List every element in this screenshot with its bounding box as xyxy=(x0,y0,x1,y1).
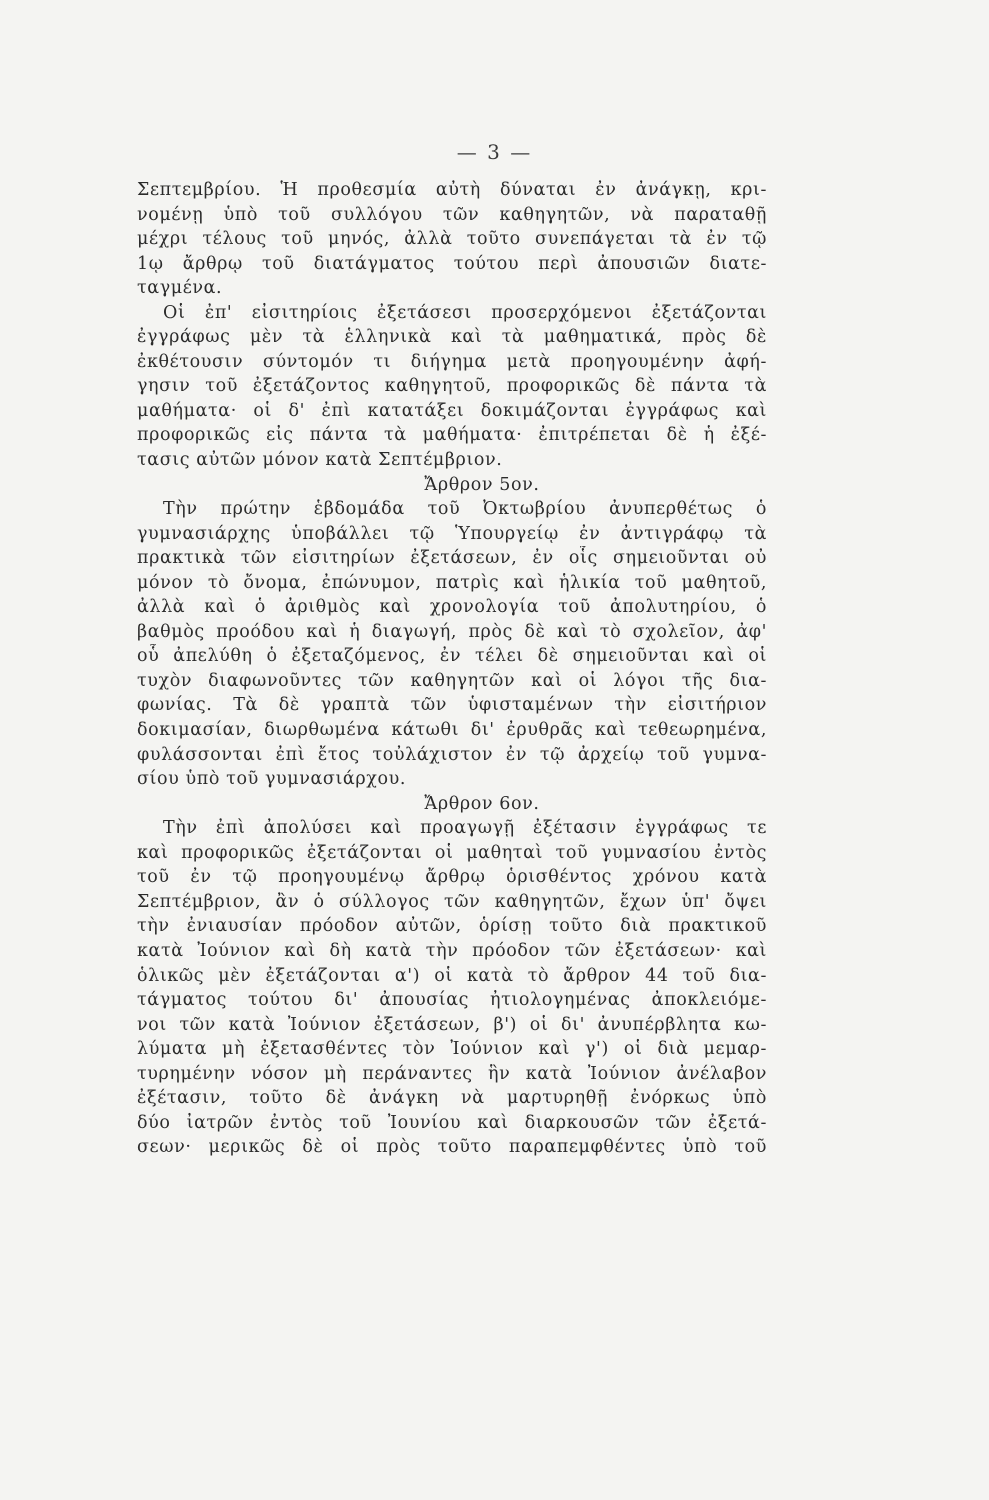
text-line: σίου ὑπὸ τοῦ γυμνασιάρχου. xyxy=(137,769,406,790)
text-line: μαθήματα· οἱ δ' ἐπὶ κατατάξει δοκιμάζονται ἐγγράφως καὶ xyxy=(137,400,767,421)
text-line: νοι τῶν κατὰ Ἰούνιον ἐξετάσεων, β') οἱ δι' ἀνυπέρβλητα κω- xyxy=(137,1014,767,1035)
text-line: φωνίας. Τὰ δὲ γραπτὰ τῶν ὑφισταμένων τὴν εἰσιτήριον xyxy=(137,695,767,716)
body-text xyxy=(137,178,767,1160)
text-line: Σεπτεμβρίου. Ἡ προθεσμία αὐτὴ δύναται ἐν ἀνάγκῃ, κρι- xyxy=(137,180,767,200)
text-line: Σεπτέμβριον, ἂν ὁ σύλλογος τῶν καθηγητῶν, ἔχων ὑπ' ὄψει xyxy=(137,891,767,912)
text-line: Τὴν πρώτην ἑβδομάδα τοῦ Ὀκτωβρίου ἀνυπερθέτως ὁ xyxy=(163,499,767,520)
text-line: πρακτικὰ τῶν εἰσιτηρίων ἐξετάσεων, ἐν οἷς σημειοῦνται οὐ xyxy=(137,548,767,569)
text-line: καὶ προφορικῶς ἐξετάζονται οἱ μαθηταὶ τοῦ γυμνασίου ἐντὸς xyxy=(137,842,767,863)
text-line: σεων· μερικῶς δὲ οἱ πρὸς τοῦτο παραπεμφθέντες ὑπὸ τοῦ xyxy=(137,1137,767,1158)
text-line: τασις αὐτῶν μόνον κατὰ Σεπτέμβριον. xyxy=(137,450,503,471)
text-line: γυμνασιάρχης ὑποβάλλει τῷ Ὑπουργείῳ ἐν ἀντιγράφῳ τὰ xyxy=(137,523,767,544)
text-line: ὁλικῶς μὲν ἐξετάζονται α') οἱ κατὰ τὸ ἄρθρον 44 τοῦ δια- xyxy=(137,965,767,986)
text-line: τυχὸν διαφωνοῦντες τῶν καθηγητῶν καὶ οἱ λόγοι τῆς δια- xyxy=(137,670,767,691)
text-line: ταγμένα. xyxy=(137,278,223,299)
text-line: ἐγγράφως μὲν τὰ ἑλληνικὰ καὶ τὰ μαθηματικά, πρὸς δὲ xyxy=(137,327,767,348)
text-line: Τὴν ἐπὶ ἀπολύσει καὶ προαγωγῇ ἐξέτασιν ἐγγράφως τε xyxy=(163,818,767,839)
text-line: 1ῳ ἄρθρῳ τοῦ διατάγματος τούτου περὶ ἀπουσιῶν διατε- xyxy=(137,253,767,274)
text-line: Οἱ ἐπ' εἰσιτηρίοις ἐξετάσεσι προσερχόμενοι ἐξετάζονται xyxy=(163,302,767,323)
text-line: βαθμὸς προόδου καὶ ἡ διαγωγή, πρὸς δὲ καὶ τὸ σχολεῖον, ἀφ' xyxy=(137,621,767,642)
text-line: τοῦ ἐν τῷ προηγουμένῳ ἄρθρῳ ὁρισθέντος χρόνου κατὰ xyxy=(137,867,767,888)
text-line: οὗ ἀπελύθη ὁ ἐξεταζόμενος, ἐν τέλει δὲ σημειοῦνται καὶ οἱ xyxy=(137,646,767,667)
text-line: τάγματος τούτου δι' ἀπουσίας ἠτιολογημένας ἀποκλειόμε- xyxy=(137,990,767,1011)
text-line: γησιν τοῦ ἐξετάζοντος καθηγητοῦ, προφορικῶς δὲ πάντα τὰ xyxy=(137,376,767,397)
text-line: δοκιμασίαν, διωρθωμένα κάτωθι δι' ἐρυθρᾶς καὶ τεθεωρημένα, xyxy=(137,720,767,741)
text-line: λύματα μὴ ἐξετασθέντες τὸν Ἰούνιον καὶ γ') οἱ διὰ μεμαρ- xyxy=(137,1039,767,1060)
text-line: τυρημένην νόσον μὴ περάναντες ἣν κατὰ Ἰούνιον ἀνέλαβον xyxy=(137,1063,767,1084)
text-line: τὴν ἐνιαυσίαν πρόοδον αὐτῶν, ὁρίσῃ τοῦτο διὰ πρακτικοῦ xyxy=(137,916,767,937)
text-line: νομένῃ ὑπὸ τοῦ συλλόγου τῶν καθηγητῶν, νὰ παραταθῇ xyxy=(137,204,767,225)
text-line: δύο ἰατρῶν ἐντὸς τοῦ Ἰουνίου καὶ διαρκουσῶν τῶν ἐξετά- xyxy=(137,1112,767,1133)
page-number: — 3 — xyxy=(456,140,533,164)
text-line: προφορικῶς εἰς πάντα τὰ μαθήματα· ἐπιτρέπεται δὲ ἡ ἐξέ- xyxy=(137,425,767,446)
article-heading: Ἄρθρον 6ον. xyxy=(424,793,540,814)
text-line: φυλάσσονται ἐπὶ ἔτος τοὐλάχιστον ἐν τῷ ἀρχείῳ τοῦ γυμνα- xyxy=(137,744,767,765)
text-line: κατὰ Ἰούνιον καὶ δὴ κατὰ τὴν πρόοδον τῶν ἐξετάσεων· καὶ xyxy=(137,940,767,961)
text-line: ἀλλὰ καὶ ὁ ἀριθμὸς καὶ χρονολογία τοῦ ἀπολυτηρίου, ὁ xyxy=(137,597,767,618)
text-line: μέχρι τέλους τοῦ μηνός, ἀλλὰ τοῦτο συνεπάγεται τὰ ἐν τῷ xyxy=(137,229,767,250)
text-line: ἐκθέτουσιν σύντομόν τι διήγημα μετὰ προηγουμένην ἀφή- xyxy=(137,351,767,372)
text-line: μόνον τὸ ὄνομα, ἐπώνυμον, πατρὶς καὶ ἡλικία τοῦ μαθητοῦ, xyxy=(137,572,767,593)
article-heading: Ἄρθρον 5ον. xyxy=(424,474,540,495)
text-line: ἐξέτασιν, τοῦτο δὲ ἀνάγκη νὰ μαρτυρηθῇ ἐνόρκως ὑπὸ xyxy=(137,1088,767,1109)
